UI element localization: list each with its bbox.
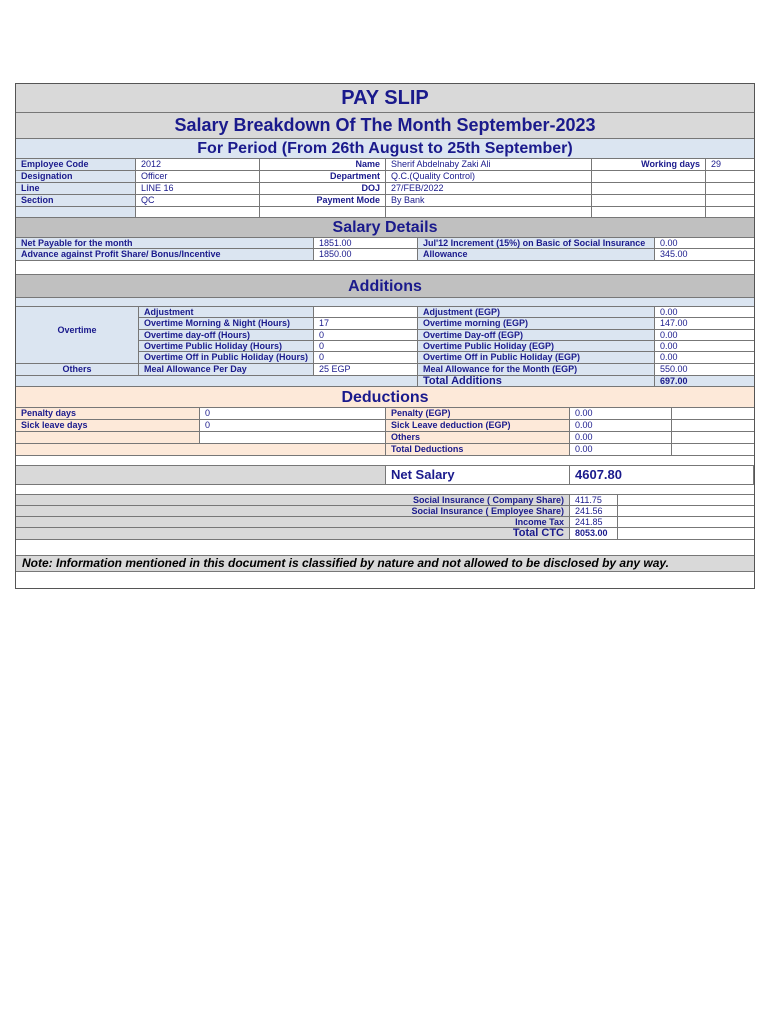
note-row (16, 556, 754, 572)
addition-egp-label: Overtime Public Holiday (EGP) (418, 341, 655, 351)
empty-cell (136, 207, 260, 217)
empty-cell (260, 207, 386, 217)
name-value: Sherif Abdelnaby Zaki Ali (386, 159, 592, 170)
payment-mode-label: Payment Mode (260, 195, 386, 206)
salary-details-header (16, 218, 754, 238)
allowance-value: 345.00 (660, 249, 688, 259)
line-value: LINE 16 (136, 183, 260, 194)
ctc-total-row (16, 528, 754, 540)
addition-item-label: Overtime Off in Public Holiday (Hours) (139, 352, 314, 363)
ctc-row-1 (16, 495, 754, 506)
others-deduction-value: 0.00 (570, 432, 672, 443)
employee-row-4 (16, 195, 754, 207)
doj-value: 27/FEB/2022 (386, 183, 592, 194)
deductions-header (16, 387, 754, 408)
addition-egp-value: 0.00 (660, 330, 678, 340)
increment-value: 0.00 (660, 238, 678, 248)
addition-item-label: Overtime Public Holiday (Hours) (139, 341, 314, 351)
title-row (16, 84, 754, 113)
sick-days-value: 0 (200, 420, 386, 431)
penalty-egp-label: Penalty (EGP) (386, 408, 570, 419)
addition-item-value: 17 (314, 318, 418, 329)
income-tax-value: 241.85 (570, 517, 618, 527)
total-deductions-value: 0.00 (570, 444, 672, 455)
net-payable-label: Net Payable for the month (16, 238, 314, 248)
others-group-label: Others (62, 364, 92, 374)
empty-cell (706, 183, 754, 194)
ctc-row-3 (16, 517, 754, 528)
net-salary-value: 4607.80 (570, 466, 754, 484)
empty-cell (16, 466, 386, 484)
total-additions-label: Total Additions (418, 376, 655, 386)
net-payable-value: 1851.00 (314, 238, 418, 248)
empty-cell (706, 207, 754, 217)
net-salary-row (16, 466, 754, 485)
designation-label: Designation (16, 171, 136, 182)
line-label: Line (16, 183, 136, 194)
addition-item-value: 0 (314, 330, 418, 340)
addition-egp-label: Overtime Off in Public Holiday (EGP) (418, 352, 655, 363)
income-tax-label: Income Tax (16, 517, 570, 527)
additions-row (139, 318, 754, 330)
total-ctc-value: 8053.00 (570, 528, 618, 539)
doj-label: DOJ (260, 183, 386, 194)
others-group-cell (16, 364, 139, 376)
addition-item-value (314, 307, 418, 317)
total-deductions-label: Total Deductions (386, 444, 570, 455)
total-additions-row (16, 376, 754, 387)
employee-row-blank (16, 207, 754, 218)
salary-details-heading: Salary Details (332, 219, 438, 236)
empty-cell (706, 195, 754, 206)
deduction-total-row (16, 444, 754, 456)
increment-label: Jul'12 Increment (15%) on Basic of Social Insurance (418, 238, 655, 248)
addition-egp-value: 550.00 (660, 364, 688, 374)
additions-header (16, 275, 754, 298)
deduction-row-1 (16, 408, 754, 420)
deduction-row-3 (16, 432, 754, 444)
empty-cell (592, 171, 706, 182)
employee-share-value: 241.56 (570, 506, 618, 516)
additions-row (139, 330, 754, 341)
department-value: Q.C.(Quality Control) (386, 171, 592, 182)
period-row (16, 139, 754, 159)
total-additions-value: 697.00 (655, 376, 754, 386)
others-deduction-label: Others (386, 432, 570, 443)
additions-row (139, 352, 754, 364)
sick-egp-label: Sick Leave deduction (EGP) (386, 420, 570, 431)
section-value: QC (136, 195, 260, 206)
employee-share-label: Social Insurance ( Employee Share) (16, 506, 570, 516)
salary-row-2 (16, 249, 754, 261)
addition-egp-label: Adjustment (EGP) (418, 307, 655, 317)
empty-cell (386, 207, 592, 217)
addition-egp-label: Meal Allowance for the Month (EGP) (418, 364, 655, 375)
addition-item-label: Adjustment (139, 307, 314, 317)
addition-egp-label: Overtime Day-off (EGP) (418, 330, 655, 340)
additions-row (139, 364, 754, 376)
employee-row-1 (16, 159, 754, 171)
addition-item-value: 0 (314, 352, 418, 363)
addition-item-value: 0 (314, 341, 418, 351)
sick-egp-value: 0.00 (570, 420, 672, 431)
spacer-row (16, 572, 754, 588)
company-share-value: 411.75 (570, 495, 618, 505)
working-days-value: 29 (711, 159, 722, 169)
total-ctc-label: Total CTC (16, 528, 570, 539)
pay-slip (15, 83, 755, 589)
advance-value: 1850.00 (314, 249, 418, 260)
deduction-row-2 (16, 420, 754, 432)
spacer-row (16, 485, 754, 495)
section-label: Section (16, 195, 136, 206)
empty-cell (706, 171, 754, 182)
additions-heading: Additions (348, 278, 422, 295)
subtitle-row (16, 113, 754, 139)
allowance-label: Allowance (418, 249, 655, 260)
addition-egp-value: 0.00 (660, 307, 678, 317)
empty-cell (200, 432, 386, 443)
net-salary-label: Net Salary (386, 466, 570, 484)
sick-days-label: Sick leave days (16, 420, 200, 431)
spacer-row (16, 298, 754, 307)
employee-row-3 (16, 183, 754, 195)
empty-cell (16, 376, 418, 386)
additions-row (139, 307, 754, 318)
ctc-row-2 (16, 506, 754, 517)
designation-value: Officer (136, 171, 260, 182)
penalty-days-label: Penalty days (16, 408, 200, 419)
empty-cell (592, 195, 706, 206)
empty-cell (592, 183, 706, 194)
working-days-label: Working days (592, 159, 706, 170)
company-share-label: Social Insurance ( Company Share) (16, 495, 570, 505)
overtime-group-label: Overtime (57, 325, 97, 335)
addition-egp-value: 0.00 (660, 352, 678, 362)
overtime-group-cell (16, 307, 139, 364)
spacer-row (16, 456, 754, 466)
salary-row-1 (16, 238, 754, 249)
spacer-row (16, 261, 754, 275)
addition-item-label: Meal Allowance Per Day (139, 364, 314, 375)
confidentiality-note: Note: Information mentioned in this document is classified by nature and not allowed to be disclosed by any way. (22, 556, 669, 570)
addition-egp-value: 147.00 (660, 318, 688, 328)
spacer-row (16, 540, 754, 556)
empty-cell (16, 207, 136, 217)
addition-item-value: 25 EGP (314, 364, 418, 375)
payment-mode-value: By Bank (386, 195, 592, 206)
deductions-heading: Deductions (341, 389, 429, 406)
addition-item-label: Overtime day-off (Hours) (139, 330, 314, 340)
penalty-egp-value: 0.00 (570, 408, 672, 419)
name-label: Name (260, 159, 386, 170)
month-subtitle: Salary Breakdown Of The Month September-2023 (174, 115, 596, 135)
employee-code-label: Employee Code (16, 159, 136, 170)
empty-cell (592, 207, 706, 217)
addition-egp-value: 0.00 (660, 341, 678, 351)
employee-row-2 (16, 171, 754, 183)
penalty-days-value: 0 (200, 408, 386, 419)
addition-item-label: Overtime Morning & Night (Hours) (139, 318, 314, 329)
period-text: For Period (From 26th August to 25th September) (197, 140, 573, 157)
employee-code-value: 2012 (136, 159, 260, 170)
additions-row (139, 341, 754, 352)
addition-egp-label: Overtime morning (EGP) (418, 318, 655, 329)
department-label: Department (260, 171, 386, 182)
empty-cell (16, 444, 386, 455)
page-title: PAY SLIP (341, 87, 429, 109)
empty-cell (16, 432, 200, 443)
advance-label: Advance against Profit Share/ Bonus/Incentive (16, 249, 314, 260)
